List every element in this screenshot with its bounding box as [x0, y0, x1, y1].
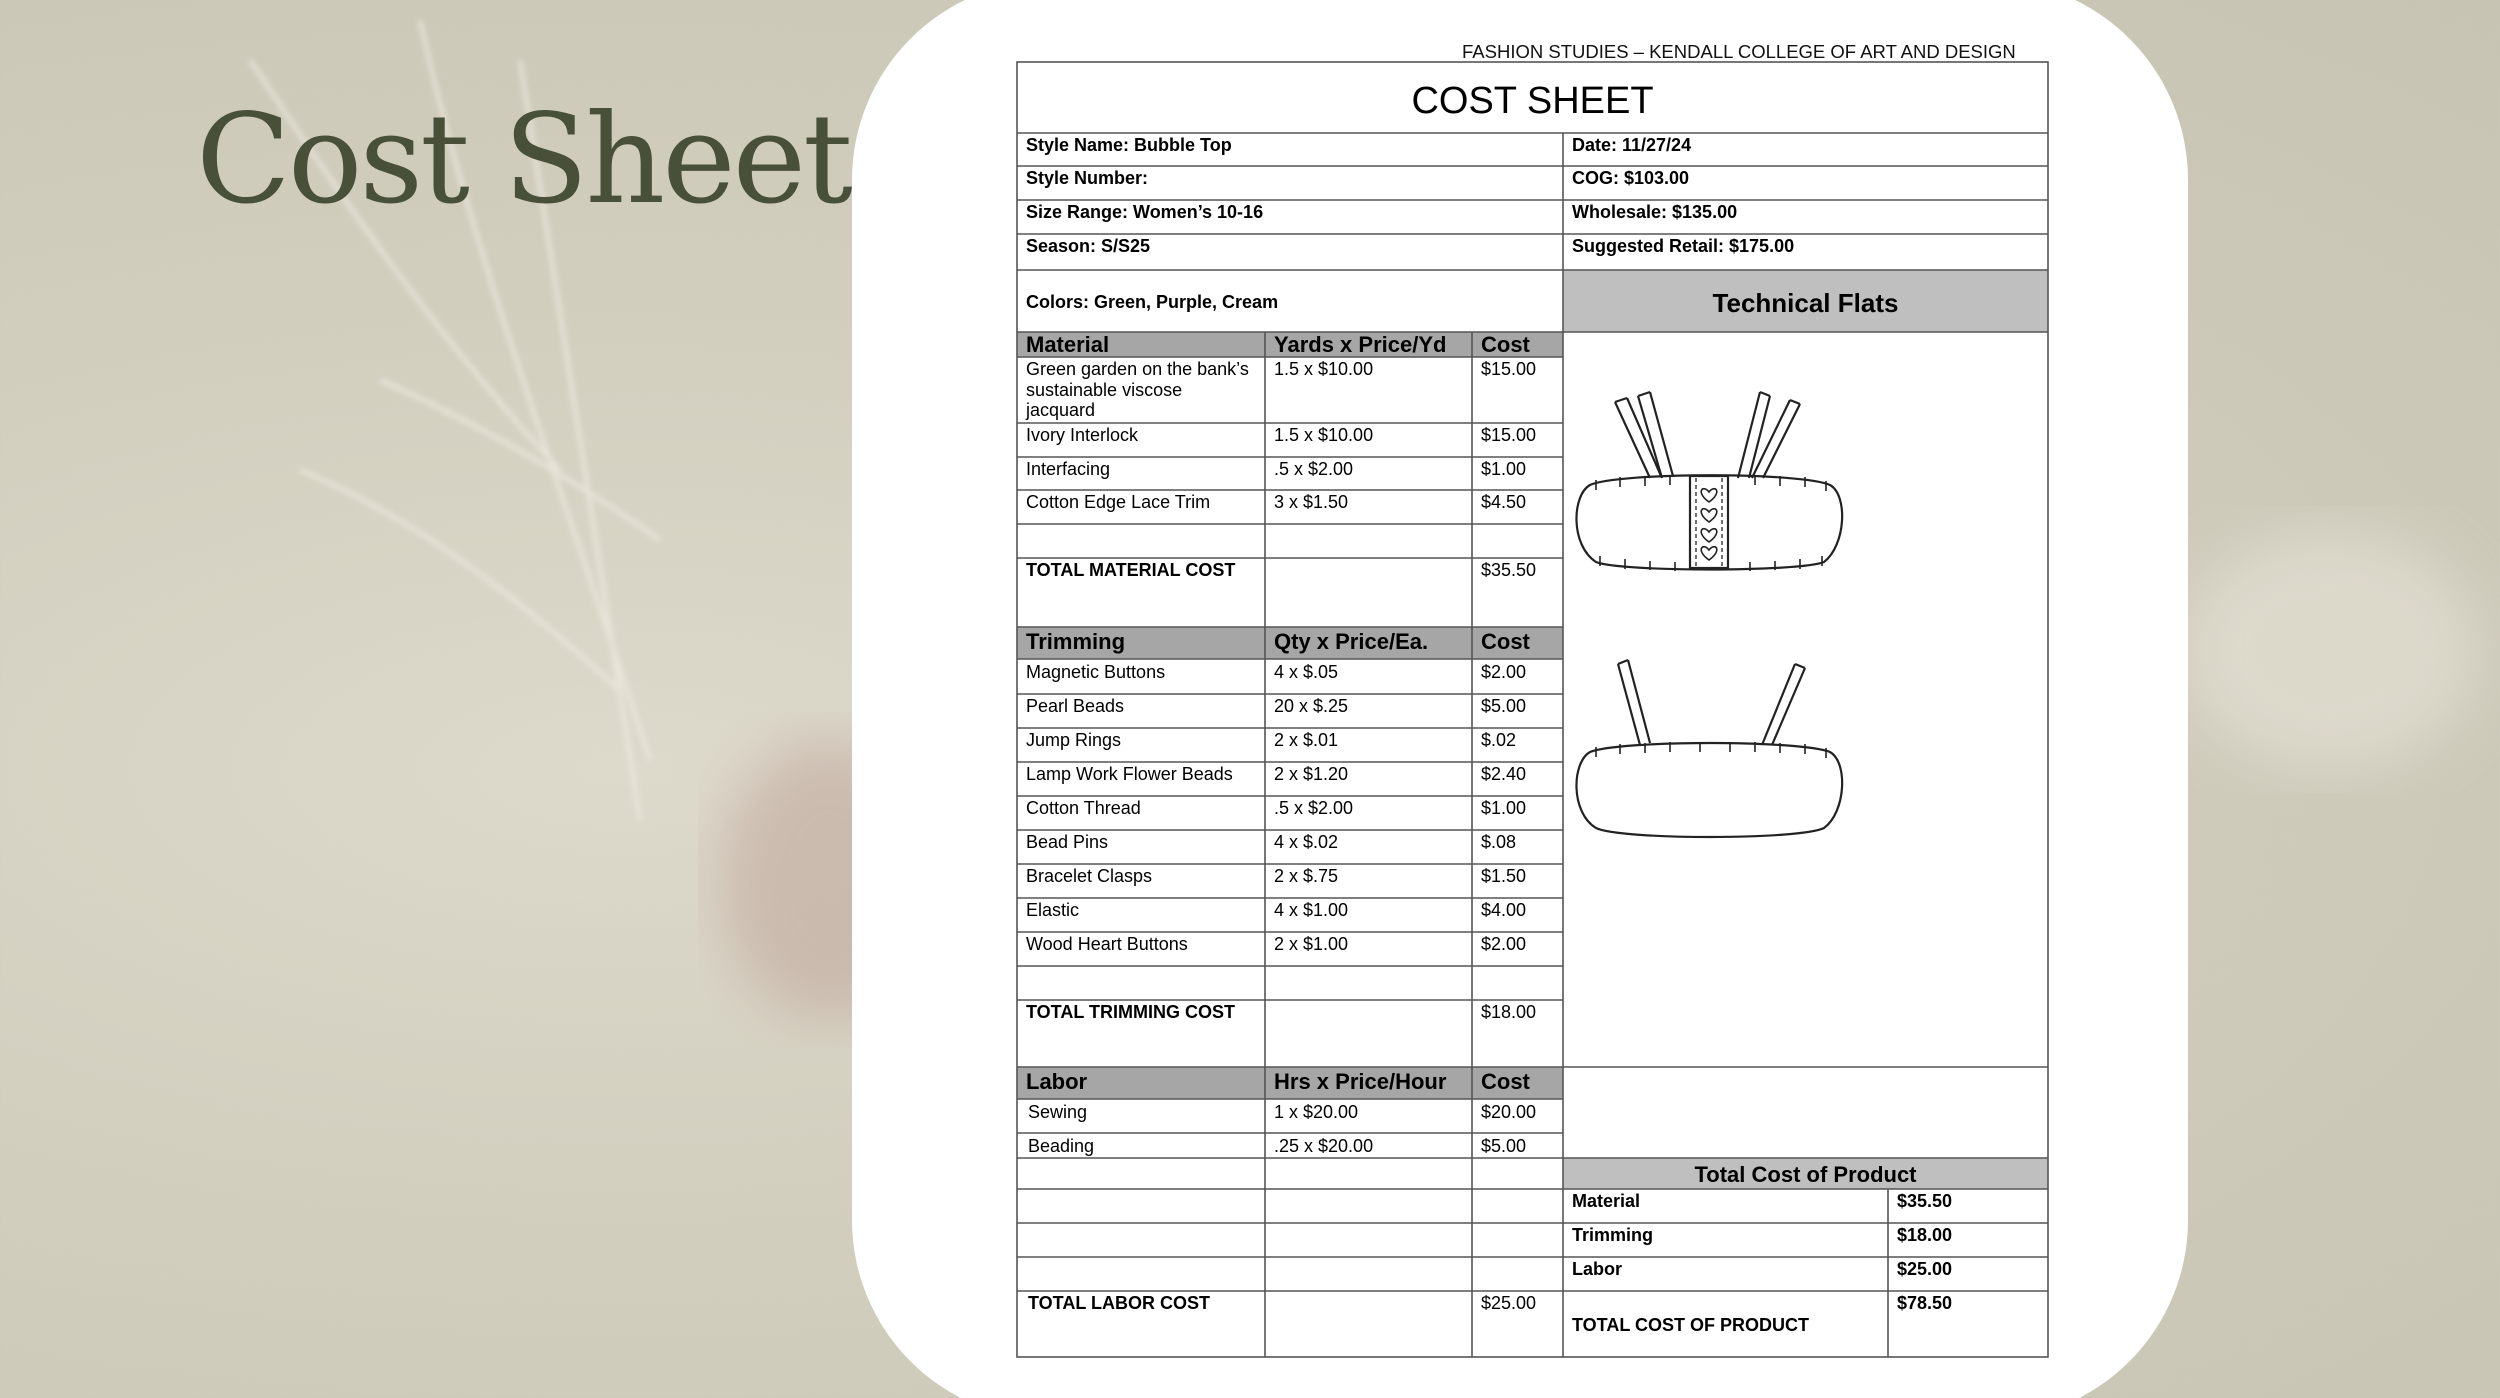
- trimming-row-qty: 2 x $1.00: [1274, 934, 1349, 954]
- material-row-name: Green garden on the bank’s sustainable viscose jacquard: [1026, 359, 1249, 420]
- trimming-row-cost: $2.00: [1481, 662, 1527, 682]
- material-row-cost: $15.00: [1481, 425, 1537, 445]
- labor-row-cost: $20.00: [1481, 1102, 1537, 1122]
- total-trimming-label: TOTAL TRIMMING COST: [1026, 1002, 1235, 1022]
- total-cost-row-value: $18.00: [1897, 1225, 1953, 1245]
- size-range: Size Range: Women’s 10-16: [1026, 202, 1264, 222]
- season: Season: S/S25: [1026, 236, 1151, 256]
- material-row-name: Cotton Edge Lace Trim: [1026, 492, 1211, 512]
- trimming-row-name: Bead Pins: [1026, 832, 1109, 852]
- trimming-row-qty: 4 x $1.00: [1274, 900, 1349, 920]
- trimming-row-qty: 4 x $.05: [1274, 662, 1339, 682]
- trimming-row-cost: $2.00: [1481, 934, 1527, 954]
- trimming-cost-header: Cost: [1481, 629, 1530, 654]
- sheet-title: COST SHEET: [1411, 80, 1654, 122]
- trimming-row-qty: .5 x $2.00: [1274, 798, 1354, 818]
- trimming-row-name: Magnetic Buttons: [1026, 662, 1166, 682]
- labor-cost-header: Cost: [1481, 1069, 1530, 1094]
- material-cost-header: Cost: [1481, 332, 1530, 357]
- trimming-row-qty: 20 x $.25: [1274, 696, 1349, 716]
- total-trimming-value: $18.00: [1481, 1002, 1537, 1022]
- total-labor-value: $25.00: [1481, 1293, 1537, 1313]
- total-material-label: TOTAL MATERIAL COST: [1026, 560, 1236, 580]
- back-flat-drawing: [1576, 660, 1842, 837]
- material-row-qty: 3 x $1.50: [1274, 492, 1349, 512]
- labor-row-hours: .25 x $20.00: [1274, 1136, 1374, 1156]
- material-row-name: Ivory Interlock: [1026, 425, 1139, 445]
- total-cost-row-label: Material: [1572, 1191, 1641, 1211]
- total-cost-of-product-label: TOTAL COST OF PRODUCT: [1572, 1315, 1809, 1335]
- trimming-row-name: Elastic: [1026, 900, 1080, 920]
- trimming-row-name: Pearl Beads: [1026, 696, 1125, 716]
- labor-row-name: Beading: [1028, 1136, 1095, 1156]
- sheet-header: FASHION STUDIES – KENDALL COLLEGE OF ART AND DESIGN: [1462, 41, 2016, 62]
- trimming-row-cost: $.02: [1481, 730, 1517, 750]
- total-cost-row-label: Labor: [1572, 1259, 1623, 1279]
- trimming-row-qty: 4 x $.02: [1274, 832, 1339, 852]
- trimming-row-cost: $1.00: [1481, 798, 1527, 818]
- trimming-row-name: Lamp Work Flower Beads: [1026, 764, 1233, 784]
- trimming-row-name: Cotton Thread: [1026, 798, 1141, 818]
- colors: Colors: Green, Purple, Cream: [1026, 292, 1279, 312]
- total-cost-of-product-value: $78.50: [1897, 1293, 1953, 1313]
- trimming-row-cost: $5.00: [1481, 696, 1527, 716]
- trimming-header: Trimming: [1026, 629, 1126, 654]
- slide-title: Cost Sheet: [196, 88, 850, 232]
- material-row-cost: $15.00: [1481, 359, 1537, 379]
- material-row-qty: 1.5 x $10.00: [1274, 425, 1374, 445]
- trimming-row-cost: $1.50: [1481, 866, 1527, 886]
- total-cost-row-value: $35.50: [1897, 1191, 1953, 1211]
- material-row-cost: $1.00: [1481, 459, 1527, 479]
- total-material-value: $35.50: [1481, 560, 1537, 580]
- labor-hours-header: Hrs x Price/Hour: [1274, 1069, 1447, 1094]
- total-cost-row-label: Trimming: [1572, 1225, 1654, 1245]
- trimming-row-qty: 2 x $.75: [1274, 866, 1339, 886]
- material-yards-header: Yards x Price/Yd: [1274, 332, 1447, 357]
- material-row-qty: 1.5 x $10.00: [1274, 359, 1374, 379]
- style-name: Style Name: Bubble Top: [1026, 135, 1232, 155]
- material-header: Material: [1026, 332, 1110, 357]
- suggested-retail: Suggested Retail: $175.00: [1572, 236, 1795, 256]
- material-row-name: Interfacing: [1026, 459, 1111, 479]
- trimming-row-name: Jump Rings: [1026, 730, 1122, 750]
- cog: COG: $103.00: [1572, 168, 1690, 188]
- labor-row-hours: 1 x $20.00: [1274, 1102, 1359, 1122]
- trimming-row-cost: $.08: [1481, 832, 1517, 852]
- labor-header: Labor: [1026, 1069, 1088, 1094]
- trimming-row-cost: $2.40: [1481, 764, 1527, 784]
- labor-row-name: Sewing: [1028, 1102, 1088, 1122]
- labor-row-cost: $5.00: [1481, 1136, 1527, 1156]
- trimming-row-qty: 2 x $1.20: [1274, 764, 1349, 784]
- material-row-cost: $4.50: [1481, 492, 1527, 512]
- wholesale: Wholesale: $135.00: [1572, 202, 1738, 222]
- date: Date: 11/27/24: [1572, 135, 1692, 155]
- material-row-qty: .5 x $2.00: [1274, 459, 1354, 479]
- style-number: Style Number:: [1026, 168, 1149, 188]
- front-flat-drawing: [1576, 392, 1842, 571]
- trimming-row-name: Bracelet Clasps: [1026, 866, 1153, 886]
- trimming-row-name: Wood Heart Buttons: [1026, 934, 1188, 954]
- total-labor-label: TOTAL LABOR COST: [1028, 1293, 1210, 1313]
- total-cost-heading: Total Cost of Product: [1694, 1162, 1917, 1187]
- total-cost-row-value: $25.00: [1897, 1259, 1953, 1279]
- trimming-qty-header: Qty x Price/Ea.: [1274, 629, 1429, 654]
- technical-flats-heading: Technical Flats: [1712, 288, 1899, 318]
- trimming-row-qty: 2 x $.01: [1274, 730, 1339, 750]
- trimming-row-cost: $4.00: [1481, 900, 1527, 920]
